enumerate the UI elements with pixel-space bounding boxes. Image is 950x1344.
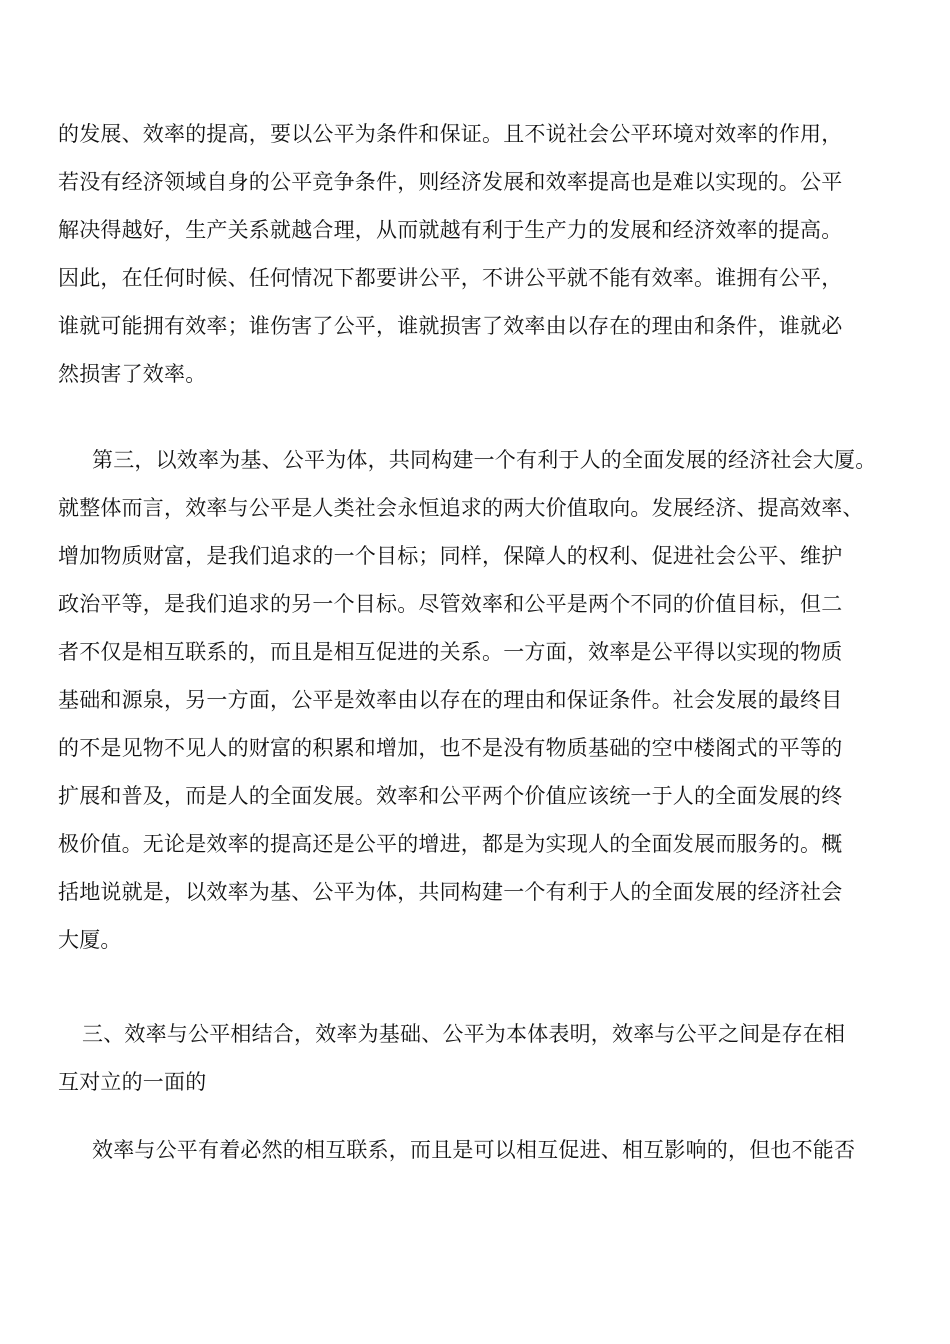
text-line: 者不仅是相互联系的，而且是相互促进的关系。一方面，效率是公平得以实现的物质	[58, 640, 843, 664]
body-paragraph	[58, 1126, 855, 1174]
heading-line: 互对立的一面的	[58, 1070, 207, 1094]
section-heading-three	[58, 1010, 845, 1106]
text-line: 括地说就是，以效率为基、公平为体，共同构建一个有利于人的全面发展的经济社会	[58, 880, 843, 904]
body-paragraph	[58, 110, 842, 398]
text-line: 的发展、效率的提高，要以公平为条件和保证。且不说社会公平环境对效率的作用，	[58, 122, 843, 146]
text-line: 因此，在任何时候、任何情况下都要讲公平，不讲公平就不能有效率。谁拥有公平，	[58, 266, 843, 290]
text-line: 增加物质财富，是我们追求的一个目标；同样，保障人的权利、促进社会公平、维护	[58, 544, 843, 568]
text-line: 第三，以效率为基、公平为体，共同构建一个有利于人的全面发展的经济社会大厦。	[92, 448, 877, 472]
text-line: 极价值。无论是效率的提高还是公平的增进，都是为实现人的全面发展而服务的。概	[58, 832, 843, 856]
text-line: 政治平等，是我们追求的另一个目标。尽管效率和公平是两个不同的价值目标，但二	[58, 592, 843, 616]
text-line: 若没有经济领域自身的公平竞争条件，则经济发展和效率提高也是难以实现的。公平	[58, 170, 843, 194]
text-line: 基础和源泉，另一方面，公平是效率由以存在的理由和保证条件。社会发展的最终目	[58, 688, 843, 712]
heading-line: 三、效率与公平相结合，效率为基础、公平为本体表明，效率与公平之间是存在相	[82, 1022, 846, 1046]
text-line: 就整体而言，效率与公平是人类社会永恒追求的两大价值取向。发展经济、提高效率、	[58, 496, 864, 520]
text-line: 的不是见物不见人的财富的积累和增加，也不是没有物质基础的空中楼阁式的平等的	[58, 736, 843, 760]
section-paragraph-third-point	[58, 436, 876, 964]
text-line: 扩展和普及，而是人的全面发展。效率和公平两个价值应该统一于人的全面发展的终	[58, 784, 843, 808]
text-line: 大厦。	[58, 928, 122, 952]
text-line: 解决得越好，生产关系就越合理，从而就越有利于生产力的发展和经济效率的提高。	[58, 218, 843, 242]
text-line: 谁就可能拥有效率；谁伤害了公平，谁就损害了效率由以存在的理由和条件，谁就必	[58, 314, 843, 338]
text-line: 效率与公平有着必然的相互联系，而且是可以相互促进、相互影响的，但也不能否	[92, 1138, 856, 1162]
text-line: 然损害了效率。	[58, 362, 207, 386]
